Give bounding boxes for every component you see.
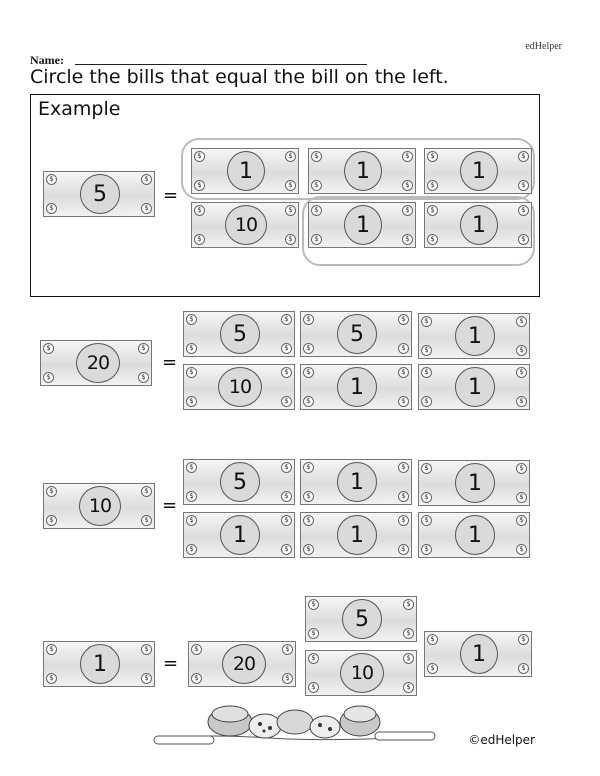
problem-2-option-bill[interactable] [418,460,530,506]
problem-3-option-bill[interactable] [188,641,296,687]
bill-value: 1 [460,151,498,191]
bill-value: 10 [79,486,121,526]
bill-value: 1 [455,515,495,555]
dollar-sign: $ [186,314,197,325]
dollar-sign: $ [421,396,432,407]
dollar-sign: $ [311,234,322,245]
dollar-sign: $ [421,345,432,356]
problem-3-option-bill[interactable] [305,596,417,642]
problem-3-target-bill [43,641,155,687]
dollar-sign: $ [427,205,438,216]
bill-value: 1 [220,515,260,555]
dollar-sign: $ [516,515,527,526]
dollar-sign: $ [518,634,529,645]
dollar-sign: $ [398,544,409,555]
dollar-sign: $ [421,367,432,378]
problem-2-option-bill[interactable] [418,512,530,558]
dollar-sign: $ [402,205,413,216]
bill-value: 1 [80,644,120,684]
dollar-sign: $ [141,673,152,684]
bill-value: 1 [227,151,265,191]
problem-3-option-bill[interactable] [424,631,532,677]
dollar-sign: $ [191,673,202,684]
dollar-sign: $ [398,367,409,378]
dollar-sign: $ [281,314,292,325]
problem-1-option-bill[interactable] [418,364,530,410]
bill-value: 20 [76,343,120,383]
dollar-sign: $ [285,180,296,191]
dollar-sign: $ [281,367,292,378]
dollar-sign: $ [516,396,527,407]
dollar-sign: $ [186,343,197,354]
bill-value: 10 [225,205,267,245]
dollar-sign: $ [281,515,292,526]
dollar-sign: $ [141,515,152,526]
cupcakes-illustration [150,700,440,750]
dollar-sign: $ [138,343,149,354]
dollar-sign: $ [46,203,57,214]
name-label: Name: [30,53,64,67]
dollar-sign: $ [311,151,322,162]
dollar-sign: $ [186,462,197,473]
dollar-sign: $ [427,234,438,245]
dollar-sign: $ [303,515,314,526]
dollar-sign: $ [46,673,57,684]
bill-value: 1 [344,205,382,245]
example-option-bill[interactable] [191,202,299,248]
bill-value: 5 [220,462,260,502]
bill-value: 20 [222,644,266,684]
example-label: Example [38,98,121,120]
problem-1-option-bill[interactable] [418,313,530,359]
brand-label: edHelper [525,41,562,52]
bill-value: 5 [80,174,120,214]
dollar-sign: $ [303,491,314,502]
dollar-sign: $ [402,151,413,162]
problem-1-option-bill[interactable] [300,364,412,410]
bill-value: 1 [455,367,495,407]
dollar-sign: $ [518,234,529,245]
dollar-sign: $ [308,682,319,693]
dollar-sign: $ [427,634,438,645]
dollar-sign: $ [46,174,57,185]
problem-2-option-bill[interactable] [183,459,295,505]
dollar-sign: $ [141,644,152,655]
dollar-sign: $ [398,491,409,502]
bill-value: 1 [460,634,498,674]
bill-value: 1 [455,316,495,356]
dollar-sign: $ [308,653,319,664]
dollar-sign: $ [281,544,292,555]
dollar-sign: $ [516,463,527,474]
bill-value: 5 [337,314,377,354]
dollar-sign: $ [46,486,57,497]
dollar-sign: $ [398,396,409,407]
dollar-sign: $ [403,628,414,639]
dollar-sign: $ [46,644,57,655]
dollar-sign: $ [518,151,529,162]
dollar-sign: $ [311,180,322,191]
dollar-sign: $ [518,205,529,216]
dollar-sign: $ [403,599,414,610]
dollar-sign: $ [281,396,292,407]
dollar-sign: $ [516,492,527,503]
dollar-sign: $ [311,205,322,216]
dollar-sign: $ [398,343,409,354]
dollar-sign: $ [285,205,296,216]
dollar-sign: $ [516,367,527,378]
dollar-sign: $ [46,515,57,526]
bill-value: 1 [337,462,377,502]
problem-1-target-bill [40,340,152,386]
dollar-sign: $ [398,515,409,526]
problem-1-option-bill[interactable] [183,364,295,410]
dollar-sign: $ [516,316,527,327]
bill-value: 1 [344,151,382,191]
dollar-sign: $ [285,234,296,245]
dollar-sign: $ [518,663,529,674]
dollar-sign: $ [186,544,197,555]
name-line[interactable] [75,64,367,65]
bill-value: 1 [460,205,498,245]
example-option-bill[interactable] [308,148,416,194]
dollar-sign: $ [427,180,438,191]
dollar-sign: $ [138,372,149,383]
dollar-sign: $ [421,515,432,526]
dollar-sign: $ [303,314,314,325]
dollar-sign: $ [281,462,292,473]
bill-value: 5 [220,314,260,354]
dollar-sign: $ [421,492,432,503]
dollar-sign: $ [303,343,314,354]
problem-1-option-bill[interactable] [300,311,412,357]
dollar-sign: $ [303,544,314,555]
dollar-sign: $ [427,151,438,162]
dollar-sign: $ [281,343,292,354]
equals-sign: = [162,352,178,373]
dollar-sign: $ [43,372,54,383]
instructions: Circle the bills that equal the bill on the left. [30,66,449,88]
bill-value: 1 [337,367,377,407]
dollar-sign: $ [421,316,432,327]
dollar-sign: $ [516,544,527,555]
dollar-sign: $ [43,343,54,354]
dollar-sign: $ [308,599,319,610]
dollar-sign: $ [303,396,314,407]
problem-2-option-bill[interactable] [183,512,295,558]
dollar-sign: $ [194,205,205,216]
problem-1-option-bill[interactable] [183,311,295,357]
dollar-sign: $ [194,180,205,191]
dollar-sign: $ [186,367,197,378]
dollar-sign: $ [427,663,438,674]
problem-2-option-bill[interactable] [300,459,412,505]
copyright-label: ©edHelper [468,733,535,747]
bill-value: 1 [337,515,377,555]
dollar-sign: $ [194,151,205,162]
dollar-sign: $ [308,628,319,639]
equals-sign: = [163,185,179,206]
problem-2-target-bill [43,483,155,529]
dollar-sign: $ [402,180,413,191]
example-option-bill[interactable] [424,148,532,194]
dollar-sign: $ [141,486,152,497]
example-option-bill[interactable] [191,148,299,194]
dollar-sign: $ [398,462,409,473]
dollar-sign: $ [282,673,293,684]
dollar-sign: $ [281,491,292,502]
example-option-bill[interactable] [308,202,416,248]
dollar-sign: $ [403,682,414,693]
dollar-sign: $ [141,174,152,185]
equals-sign: = [162,495,178,516]
equals-sign: = [163,653,179,674]
dollar-sign: $ [141,203,152,214]
problem-2-option-bill[interactable] [300,512,412,558]
dollar-sign: $ [282,644,293,655]
dollar-sign: $ [398,314,409,325]
dollar-sign: $ [518,180,529,191]
dollar-sign: $ [303,462,314,473]
dollar-sign: $ [191,644,202,655]
dollar-sign: $ [516,345,527,356]
bill-value: 10 [218,367,262,407]
bill-value: 10 [340,653,384,693]
dollar-sign: $ [402,234,413,245]
dollar-sign: $ [186,515,197,526]
dollar-sign: $ [403,653,414,664]
bill-value: 5 [342,599,382,639]
dollar-sign: $ [303,367,314,378]
dollar-sign: $ [194,234,205,245]
dollar-sign: $ [421,463,432,474]
problem-3-option-bill[interactable] [305,650,417,696]
dollar-sign: $ [186,491,197,502]
dollar-sign: $ [285,151,296,162]
bill-value: 1 [455,463,495,503]
example-option-bill[interactable] [424,202,532,248]
dollar-sign: $ [186,396,197,407]
dollar-sign: $ [421,544,432,555]
example-target-bill [43,171,155,217]
